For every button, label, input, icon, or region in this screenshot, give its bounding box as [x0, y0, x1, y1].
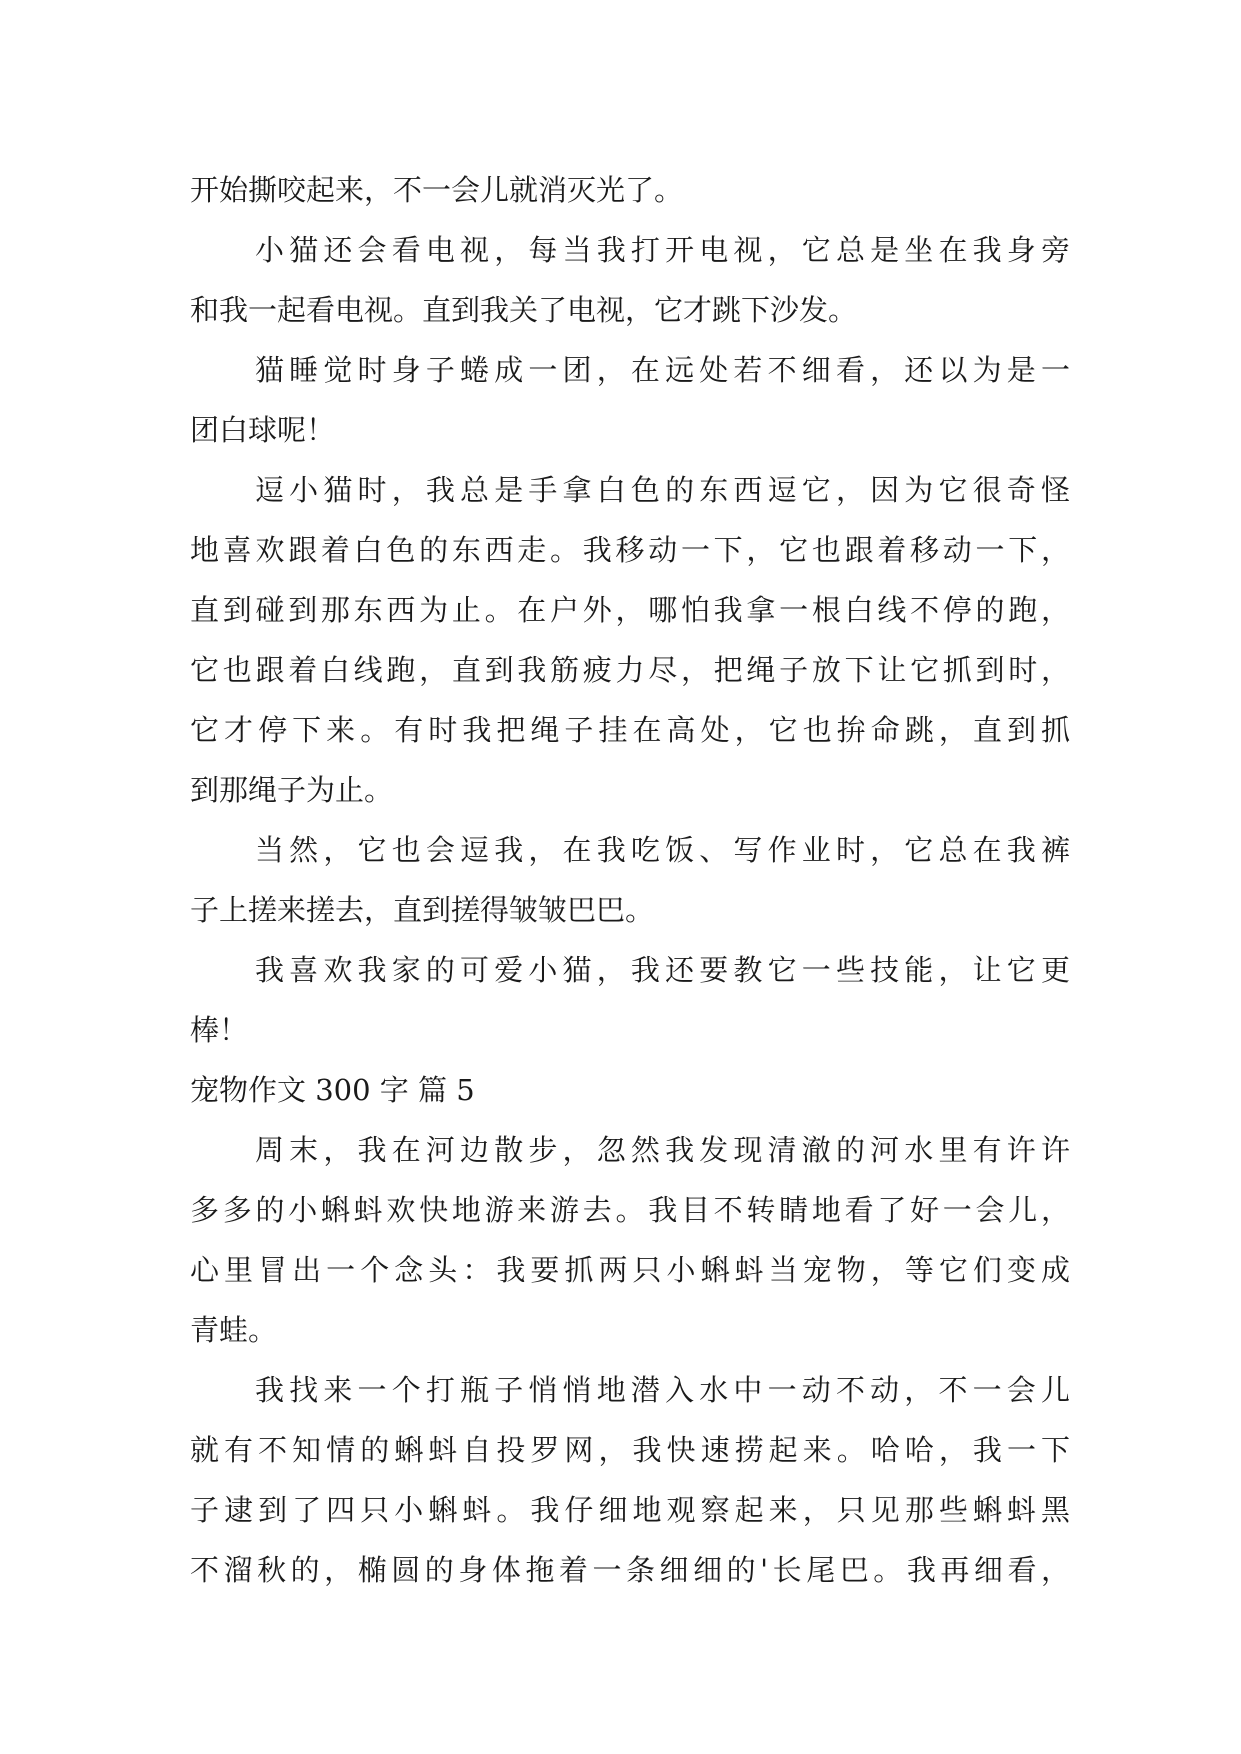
paragraph [190, 160, 1070, 220]
paragraph [190, 220, 1070, 340]
text-line: 猫睡觉时身子蜷成一团，在远处若不细看，还以为是一 [255, 353, 1070, 387]
text-line: 它也跟着白线跑，直到我筋疲力尽，把绳子放下让它抓到时， [190, 653, 1070, 687]
paragraph [190, 820, 1070, 940]
text-line: 团白球呢！ [190, 413, 336, 447]
heading-text: 宠物作文 300 字 篇 5 [190, 1073, 475, 1107]
text-line: 和我一起看电视。直到我关了电视，它才跳下沙发。 [190, 293, 858, 327]
text-line: 当然，它也会逗我，在我吃饭、写作业时，它总在我裤 [255, 833, 1070, 867]
text-line: 地喜欢跟着白色的东西走。我移动一下，它也跟着移动一下， [190, 533, 1070, 567]
text-line: 棒！ [190, 1013, 249, 1047]
paragraph [190, 1360, 1070, 1600]
paragraph [190, 460, 1070, 820]
text-line: 开始撕咬起来，不一会儿就消灭光了。 [190, 173, 684, 207]
text-line: 心里冒出一个念头：我要抓两只小蝌蚪当宠物，等它们变成 [190, 1253, 1070, 1287]
text-line: 直到碰到那东西为止。在户外，哪怕我拿一根白线不停的跑， [190, 593, 1070, 627]
text-line: 我喜欢我家的可爱小猫，我还要教它一些技能，让它更 [255, 953, 1070, 987]
text-line: 我找来一个打瓶子悄悄地潜入水中一动不动，不一会儿 [255, 1373, 1070, 1407]
section-heading [190, 1060, 1070, 1120]
text-line: 它才停下来。有时我把绳子挂在高处，它也拚命跳，直到抓 [190, 713, 1070, 747]
text-line: 到那绳子为止。 [190, 773, 394, 807]
paragraph [190, 940, 1070, 1060]
document-body [190, 160, 1070, 1600]
text-line: 逗小猫时，我总是手拿白色的东西逗它，因为它很奇怪 [255, 473, 1070, 507]
paragraph [190, 1120, 1070, 1360]
text-line: 多多的小蝌蚪欢快地游来游去。我目不转睛地看了好一会儿， [190, 1193, 1070, 1227]
text-line: 子逮到了四只小蝌蚪。我仔细地观察起来，只见那些蝌蚪黑 [190, 1493, 1070, 1527]
text-line: 子上搓来搓去，直到搓得皱皱巴巴。 [190, 893, 655, 927]
text-line: 小猫还会看电视，每当我打开电视，它总是坐在我身旁 [255, 233, 1070, 267]
text-line: 周末，我在河边散步，忽然我发现清澈的河水里有许许 [255, 1133, 1070, 1167]
text-line: 不溜秋的，椭圆的身体拖着一条细细的'长尾巴。我再细看， [190, 1553, 1070, 1587]
text-line: 青蛙。 [190, 1313, 278, 1347]
text-line: 就有不知情的蝌蚪自投罗网，我快速捞起来。哈哈，我一下 [190, 1433, 1070, 1467]
paragraph [190, 340, 1070, 460]
